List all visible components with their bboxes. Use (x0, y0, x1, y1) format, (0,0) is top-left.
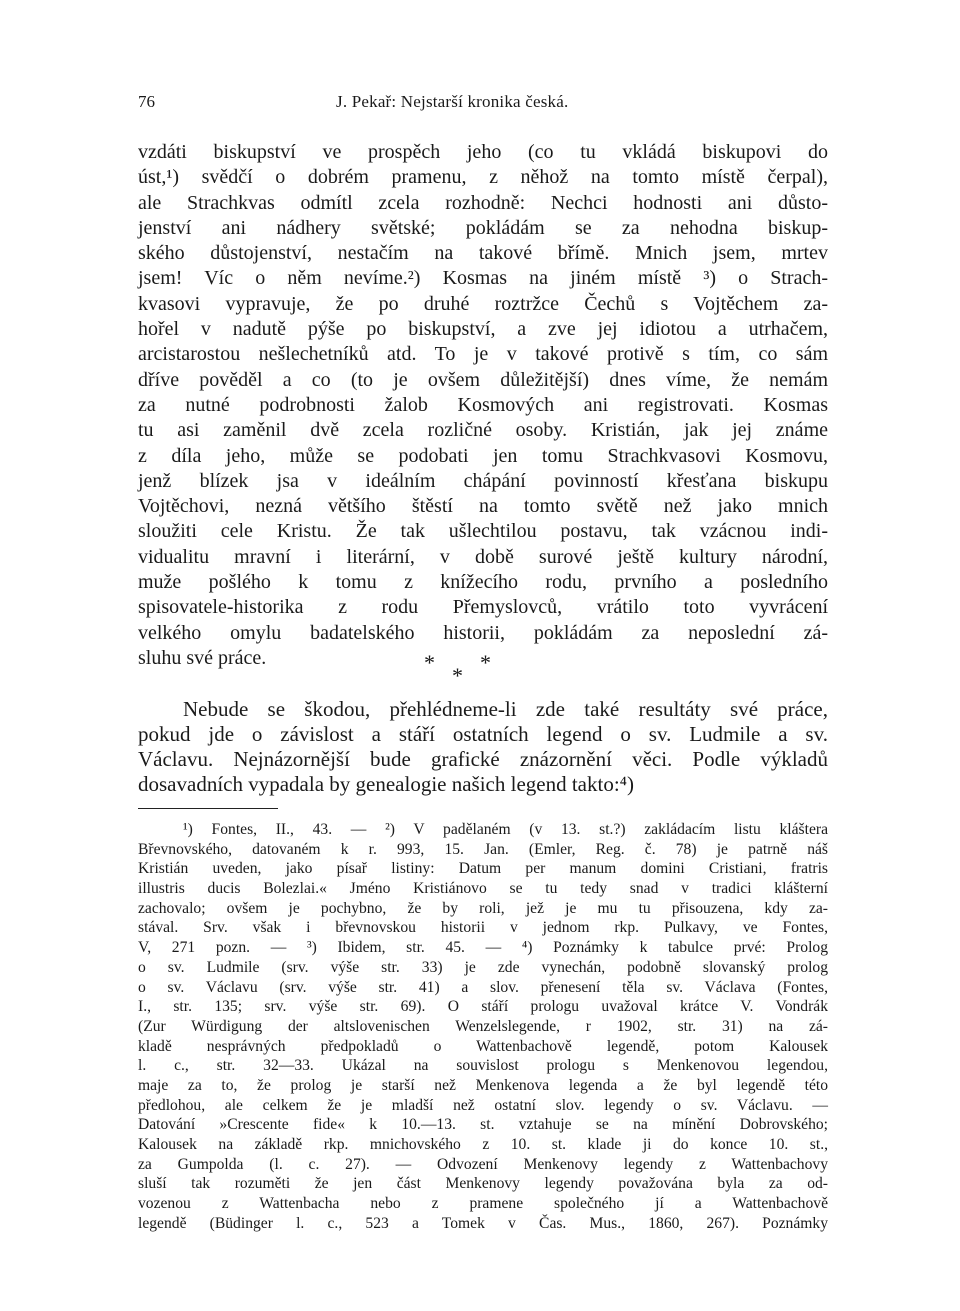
body-line: velkého omylu badatelského historii, pokládám za neposlední zá- (138, 621, 828, 644)
footnote-line: Břevnovského, datovaném k r. 993, 15. Jan. (Emler, Reg. č. 78) je patrně náš (138, 840, 828, 858)
body-line: tu asi zaměnil dvě zcela rozličné osoby. Kristián, jak jej známe (138, 419, 828, 442)
footnote-line: (Zur Würdigung der altslovenischen Wenzelslegende, r 1902, str. 31) na zá- (138, 1017, 828, 1035)
footnote-line: Kalousek na základě rkp. mnichovského z 10. st. klade ji do konce 10. st., (138, 1136, 828, 1153)
summary-line: Václavu. Nejnázornější bude grafické znázornění věci. Podle výkladů (138, 747, 828, 771)
body-line: kvasovi vypravuje, že po druhé roztržce Čechů s Vojtěchem za- (138, 292, 828, 315)
asterisk-bottom: * (452, 663, 463, 688)
body-line: jenství ani nádhery světské; pokládám se za nehodna biskup- (138, 216, 828, 239)
body-line: dříve pověděl a co (to je ovšem důležitější) dnes víme, že nemám (138, 368, 828, 391)
footnote-line: kladě nesprávných předpokladů o Wattenbachově legendě, potom Kalousek (138, 1037, 828, 1055)
footnote-line: I., str. 135; srv. výše str. 69). O stáří prologu uvažoval krátce V. Vondrák (138, 998, 828, 1016)
footnote-line: illustris ducis Bolezlai.« Jméno Kristiánovo se tu tedy snad v tradici klášterní (138, 880, 828, 898)
footnote-line: Kristián uveden, jako písař listiny: Datum per manum domini Cristiani, fratris (138, 860, 828, 878)
footnote-line: o sv. Ludmile (srv. výše str. 33) je zde vynechán, podobně slovanský prolog (138, 958, 828, 976)
body-line: ského důstojenství, nestačím na takové břímě. Mnich jsem, mrtev (138, 242, 828, 265)
body-line: z díla jeho, může se podobati jen tomu Strachkvasovi Kosmovu, (138, 444, 828, 467)
footnote-line: zachovalo; ovšem je pochybno, že by roli, jež je mu tu přisouzena, kdy za- (138, 899, 828, 917)
summary-paragraph (138, 697, 828, 797)
body-line: za nutné podrobnosti žalob Kosmových ani registrovati. Kosmas (138, 393, 828, 416)
body-line: arcistarostou nešlechetníků atd. To je v takové protivě s tím, co sám (138, 343, 828, 366)
footnote-line: o sv. Václavu (srv. výše str. 41) a slov. přenesení těla sv. Václava (Fontes, (138, 978, 828, 996)
running-header (138, 92, 830, 116)
footnote-line: sluší tak rozuměti že jen část Menkenovy legendy považována byla za od- (138, 1175, 828, 1193)
footnote-line: maje za to, že prolog je starší než Menkenova legenda a že byl legendě této (138, 1076, 828, 1094)
body-line: sluhu své práce. (138, 646, 267, 669)
footnote-line: za Gumpolda (l. c. 27). — Odvození Menkenovy legendy z Wattenbachovy (138, 1155, 828, 1173)
body-line: jsem! Víc o něm nevíme.²) Kosmas na jiném místě ³) o Strach- (138, 267, 828, 290)
footnote-line: legendě (Büdinger l. c., 523 a Tomek v Čas. Mus., 1860, 267). Poznámky (138, 1214, 828, 1232)
summary-line: pokud jde o závislost a stáří ostatních legend o sv. Ludmile a sv. (138, 722, 828, 746)
body-line: Vojtěchovi, nezná většího štěstí na tomto světě než jako mnich (138, 495, 828, 518)
footnote-line: ¹) Fontes, II., 43. — ²) V padělaném (v 13. st.?) zakládacím listu kláštera (183, 821, 828, 838)
asterisk-right: * (480, 650, 491, 675)
footnotes (138, 820, 828, 1233)
footnote-line: l. c., str. 32—33. Ukázal na souvislost prologu s Menkenovou legendou, (138, 1057, 828, 1075)
asterisk-left: * (424, 650, 435, 675)
body-line: úst,¹) svědčí o dobrém pramenu, z něhož na tomto místě čerpal), (138, 166, 828, 189)
page-number: 76 (138, 92, 155, 111)
body-line: spisovatele-historika z rodu Přemyslovců, vrátilo toto vyvrácení (138, 596, 828, 619)
footnote-line: vozenou z Wattenbacha nebo z pramene společného jí a Wattenbachově (138, 1195, 828, 1213)
body-line: sloužiti cele Kristu. Že tak ušlechtilou postavu, tak vzácnou indi- (138, 520, 828, 543)
footnote-line: předlohou, ale celkem že je mladší než ostatní slov. legendy o sv. Václavu. — (138, 1096, 828, 1114)
body-line: vzdáti biskupství ve prospěch jeho (co tu vkládá biskupovi do (138, 141, 828, 163)
footnote-line: Datování »Crescente fide« k 10.—13. st. vztahuje se na mínění Dobrovského; (138, 1116, 828, 1134)
summary-line: Nebude se škodou, přehlédneme-li zde také resultáty své práce, (183, 697, 828, 721)
body-line: hořel v nadutě pýše po biskupství, a zve jej idiotou a utrhačem, (138, 318, 828, 341)
footnote-line: stával. Srv. však i břevnovskou historii v jednom rkp. Pulkavy, ve Fontes, (138, 919, 828, 937)
footnote-line: V, 271 pozn. — ³) Ibidem, str. 45. — ⁴) Poznámky k tabulce prvé: Prolog (138, 939, 828, 957)
body-line: ale Strachkvas odmítl zcela rozhodně: Nechci hodnosti ani důsto- (138, 191, 828, 214)
footnote-separator-rule (138, 808, 278, 809)
body-line: muže pošlého k tomu z knížecího rodu, prvního a posledního (138, 571, 828, 594)
running-title: J. Pekař: Nejstarší kronika česká. (336, 92, 569, 111)
main-paragraph (138, 140, 828, 671)
body-line: jenž blízek jsa v ideálním chápání povinností křesťana biskupu (138, 469, 828, 492)
summary-line: dosavadních vypadala by genealogie našich legend takto:⁴) (138, 772, 634, 796)
body-line: vidualitu mravní i literární, v době surové ještě kultury národní, (138, 545, 828, 568)
section-divider-asterisks (420, 650, 500, 686)
